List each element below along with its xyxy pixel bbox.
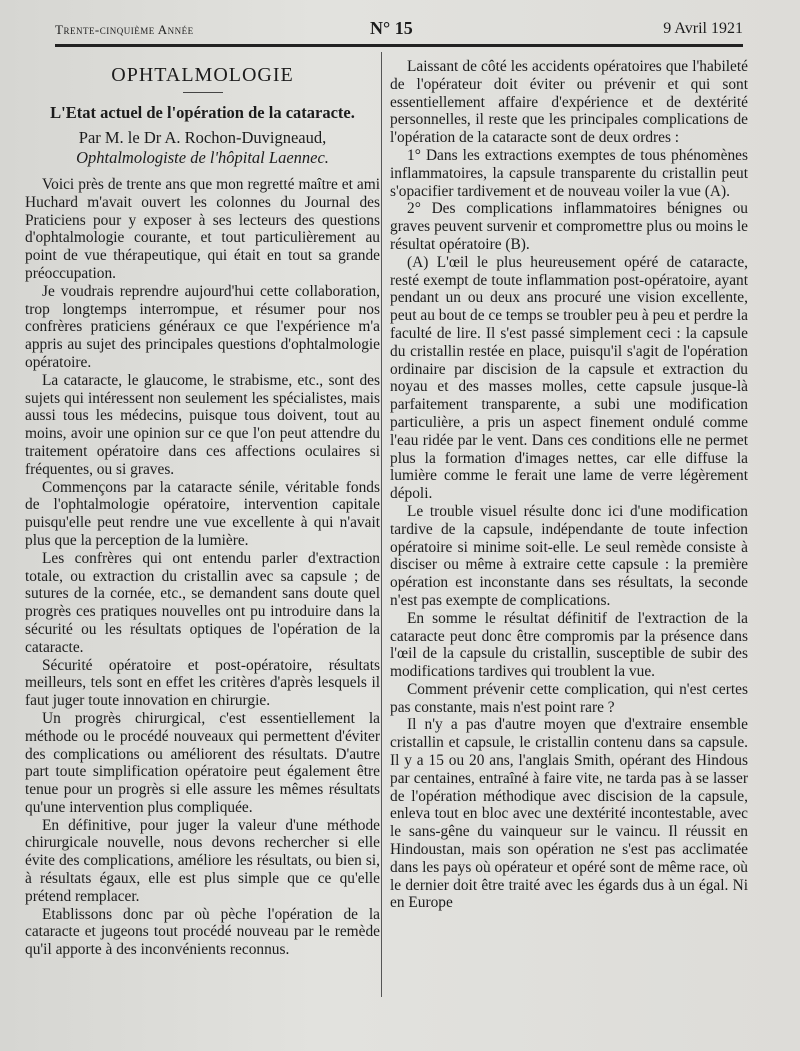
- paragraph: Je voudrais reprendre aujourd'hui cette collaboration, trop longtemps interrompue, et résumer pour nos confrères praticiens généraux ce que l'expérience m'a appris au sujet des principales questions d'ophtalmologie opératoire.: [25, 282, 380, 371]
- header-issue-number: N° 15: [370, 18, 413, 38]
- article-title: L'Etat actuel de l'opération de la cataracte.: [50, 103, 355, 122]
- column-divider: [381, 52, 382, 997]
- paragraph: En somme le résultat définitif de l'extraction de la cataracte peut donc être compromis par la présence dans l'œil de la capsule du cristallin, susceptible de subir des modifications tardives qui troublent la vue.: [390, 609, 748, 681]
- paragraph: En définitive, pour juger la valeur d'une méthode chirurgicale nouvelle, nous devons rechercher si elle évite des complications, améliore les résultats, ou bien si, à résultats égaux, elle est plus simple que ce qu'elle prétend remplacer.: [25, 816, 380, 905]
- header-date: 9 Avril 1921: [663, 20, 743, 37]
- header-volume: Trente-cinquième Année: [55, 22, 194, 37]
- paragraph: 1° Dans les extractions exemptes de tous phénomènes inflammatoires, la capsule transparente du cristallin peut s'opacifier tardivement et de nouveau voiler la vue (A).: [390, 146, 748, 200]
- paragraph: Un progrès chirurgical, c'est essentiellement la méthode ou le procédé nouveaux qui permettent d'éviter des complications ou améliorent des résultats. D'autre part toute simplification opératoire peut également être tenue pour un progrès si elle assure les mêmes résultats qu'une intervention plus compliquée.: [25, 709, 380, 816]
- paragraph: La cataracte, le glaucome, le strabisme, etc., sont des sujets qui intéressent non seulement les spécialistes, mais aussi tous les médecins, puisque tous doivent, tout au moins, avoir une opinion sur ce que l'on peut attendre du traitement opératoire dans ces affections oculaires si fréquentes, ou si graves.: [25, 371, 380, 478]
- running-header: [55, 20, 743, 42]
- paragraph: Comment prévenir cette complication, qui n'est certes pas constante, mais n'est point rare ?: [390, 680, 748, 716]
- paragraph: Etablissons donc par où pèche l'opération de la cataracte et jugeons tout procédé nouveau par le remède qu'il apporte à des inconvénients reconnus.: [25, 905, 380, 959]
- paragraph: Il n'y a pas d'autre moyen que d'extraire ensemble cristallin et capsule, le cristallin contenu dans sa capsule. Il y a 15 ou 20 ans, l'anglais Smith, opérant des Hindous par centaines, entraîné à faire vite, ne tarda pas à se lasser de l'opération méthodique avec discision de la capsule, enleva tout en bloc avec une dextérité incontestable, avec le sans-gêne du vainqueur sur le vaincu. Il réussit en Hindoustan, mais son opération ne s'est pas acclimatée dans les pays où opérateur et opéré sont de même race, où le dernier doit être traité avec les égards dus à un égal. Ni en Europe: [390, 716, 748, 912]
- paragraph: (A) L'œil le plus heureusement opéré de cataracte, resté exempt de toute inflammation post-opératoire, ayant pendant un ou deux ans procuré une vision excellente, peut au bout de ce temps se troubler peu à peu et perdre la faculté de lire. Il s'est passé simplement ceci : la capsule du cristallin restée en place, puisqu'il s'agit de l'opération ordinaire par discision de la capsule et extraction du noyau et des masses molles, cette capsule jusque-là parfaitement transparente, a subi une modification particulière, a pris un aspect finement ondulé comme l'eau ridée par le vent. Dans ces conditions elle ne permet plus la formation d'images nettes, car elle diffuse la lumière comme le ferait une lame de verre légèrement dépoli.: [390, 253, 748, 503]
- article-author: Par M. le Dr A. Rochon-Duvigneaud,: [78, 128, 327, 147]
- header-rule: [55, 44, 743, 47]
- paragraph: Sécurité opératoire et post-opératoire, résultats meilleurs, tels sont en effet les critères d'après lesquels il faut juger toute innovation en chirurgie.: [25, 656, 380, 710]
- right-column: [390, 58, 748, 912]
- article-affiliation: Ophtalmologiste de l'hôpital Laennec.: [76, 148, 329, 167]
- paragraph: Laissant de côté les accidents opératoires que l'habileté de l'opérateur doit éviter ou prévenir et qui sont essentiellement affaire d'expérience et de dextérité personnelles, il reste que les principales complications de l'opération de la cataracte sont de deux ordres :: [390, 58, 748, 147]
- paragraph: Les confrères qui ont entendu parler d'extraction totale, ou extraction du cristallin avec sa capsule ; de sutures de la cornée, etc., se demandent sans doute quel progrès ces pratiques nouvelles ont pu introduire dans la sécurité ou les résultats optiques de l'opération de la cataracte.: [25, 549, 380, 656]
- left-column: [25, 58, 380, 959]
- paragraph: Le trouble visuel résulte donc ici d'une modification tardive de la capsule, indépendante de toute infection opératoire si minime soit-elle. Le seul remède consiste à disciser ou même à extraire cette capsule : la première opération est inconstante dans ses résultats, la seconde n'est pas exempte de complications.: [390, 502, 748, 609]
- paragraph: 2° Des complications inflammatoires bénignes ou graves peuvent survenir et compromettre plus ou moins le résultat opératoire (B).: [390, 200, 748, 253]
- paragraph: Voici près de trente ans que mon regretté maître et ami Huchard m'avait ouvert les colonnes du Journal des Praticiens pour y exposer à ses lecteurs des questions d'ophtalmologie courante, et tout particulièrement au point de vue thérapeutique, qui était en tout sa grande préoccupation.: [25, 176, 380, 282]
- section-rule: [183, 92, 223, 93]
- paragraph: Commençons par la cataracte sénile, véritable fonds de l'ophtalmologie opératoire, intervention capitale puisqu'elle peut rendre une vue excellente à qui n'avait plus que la perception de la lumière.: [25, 478, 380, 549]
- section-title: OPHTALMOLOGIE: [111, 64, 294, 86]
